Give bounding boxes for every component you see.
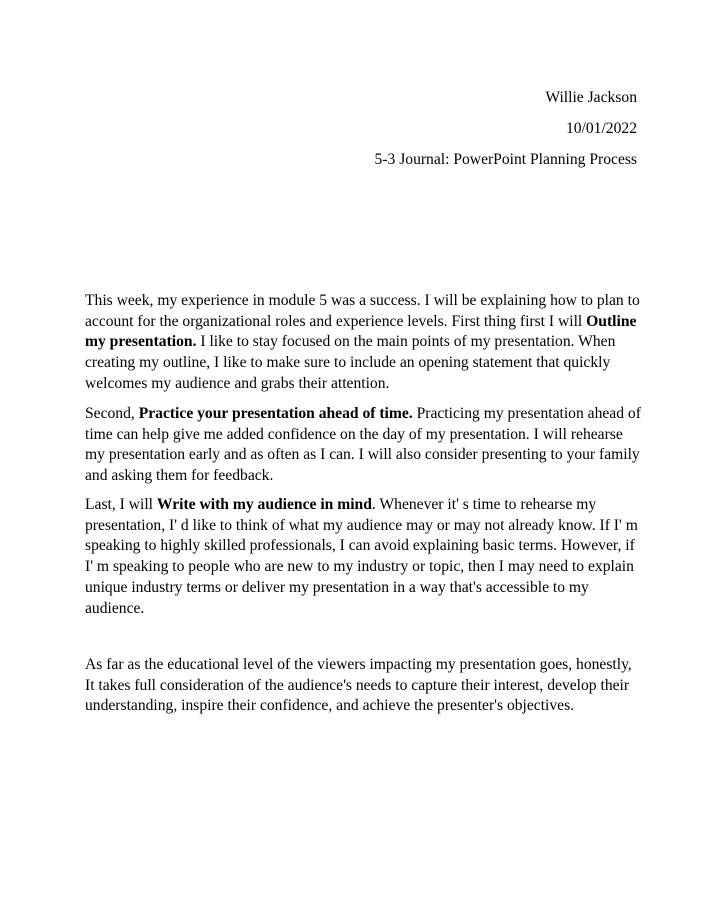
paragraph-4-text: As far as the educational level of the viewers impacting my presentation goes, honestly, It takes full consideration of the audience's needs to capture their interest, develop their understanding, inspire their confidence, and achieve the presenter's objectives. <box>85 656 632 715</box>
paragraph-2-rest: Practicing my presentation ahead of time can help give me added confidence on the day of my presentation. I will rehearse my presentation early and as often as I can. I will also consider presenting to your family and asking them for feedback. <box>85 405 641 485</box>
paragraph-2-text <box>85 404 641 487</box>
paragraph-3-bold: Write with my audience in mind <box>156 496 372 513</box>
paragraph-1-text <box>85 291 641 395</box>
document-title: 5-3 Journal: PowerPoint Planning Process <box>374 151 637 168</box>
paragraph-3 <box>85 495 641 629</box>
paragraph-2-intro: Second, <box>85 405 139 422</box>
paragraph-3-text <box>85 495 641 619</box>
paragraph-2 <box>85 404 641 496</box>
paragraph-4 <box>85 655 641 727</box>
document-date: 10/01/2022 <box>565 120 637 137</box>
paragraph-1-bold: Outline my presentation. <box>85 312 637 351</box>
document-header <box>375 82 637 175</box>
paragraph-2-bold: Practice your presentation ahead of time. <box>138 405 413 422</box>
author-name: Willie Jackson <box>545 89 637 106</box>
paragraph-3-rest: . Whenever it' s time to rehearse my presentation, I' d like to think of what my audience may or may not already know. If I' m speaking to highly skilled professionals, I can avoid explaining basic terms. However, if I' m speaking to people who are new to my industry or topic, then I may need to explain unique industry terms or deliver my presentation in a way that's accessible to my audience. <box>85 496 638 617</box>
paragraph-1 <box>85 291 641 404</box>
paragraph-3-intro: Last, I will <box>85 496 157 513</box>
paragraph-1-rest: I like to stay focused on the main points of my presentation. When creating my outline, I like to make sure to include an opening statement that quickly welcomes my audience and grabs their attention. <box>85 333 616 392</box>
paragraph-1-intro: This week, my experience in module 5 was a success. I will be explaining how to plan to account for the organizational roles and experience levels. First thing first I will <box>85 292 640 330</box>
